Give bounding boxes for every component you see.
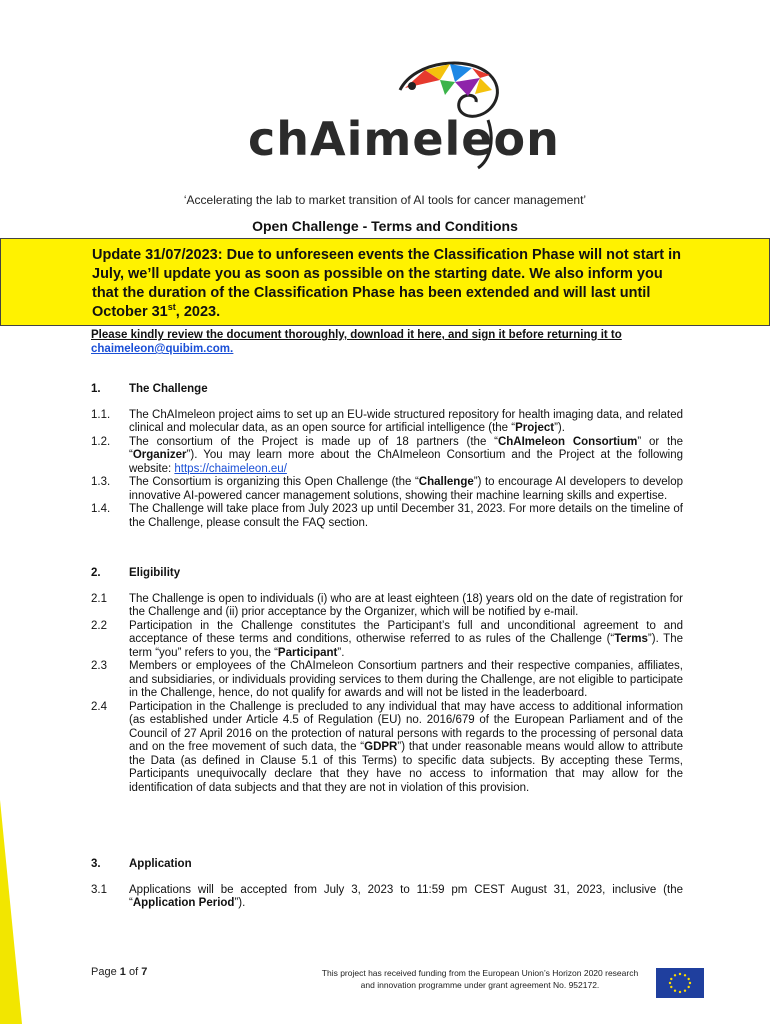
clause: 1.2. The consortium of the Project is made up of 18 partners (the “ChAImeleon Consortium” or the “Organizer”). You may learn more about the ChAImeleon Consortium and the Project at the following website: https://chaimeleon.eu/ bbox=[91, 435, 683, 475]
eu-flag-icon bbox=[656, 968, 704, 998]
update-notice-text: Update 31/07/2023: Due to unforeseen events the Classification Phase will not start in July, we’ll update you as soon as possible on the starting date. We also inform you that the duration of the Classification Phase has been extended and will last until October 31st, 2023. bbox=[92, 247, 682, 320]
page-number: Page 1 of 7 bbox=[91, 966, 148, 978]
clause: 2.1 The Challenge is open to individuals (i) who are at least eighteen (18) years old on the date of registration for the Challenge and (ii) prior acceptance by the Organizer, which will be notified by e-mail. bbox=[91, 592, 683, 618]
clause: 2.4 Participation in the Challenge is precluded to any individual that may have access to additional information (as established under Article 4.5 of Regulation (EU) no. 2016/679 of the European Parliament and of the Council of 27 April 2016 on the protection of natural persons with regards to the processing of personal data and on the free movement of such data, the “GDPR”) that under reasonable means would allow to attribute the Data (as defined in Clause 5.1 of this Terms) to specific data subjects. By accepting these Terms, Participants unequivocally declare that they have no access to information that may allow for the identification of data subjects and that they are not in violation of this provision. bbox=[91, 700, 683, 794]
clause: 2.3 Members or employees of the ChAImeleon Consortium partners and their respective companies, affiliates, and subsidiaries, or individuals providing services to them during the Challenge, are not eligible to participate in the Challenge, hence, do not qualify for awards and will not be listed in the leaderboard. bbox=[91, 660, 683, 699]
section-heading: 3. Application bbox=[91, 858, 192, 870]
document-title: Open Challenge - Terms and Conditions bbox=[252, 218, 518, 234]
review-instructions: Please kindly review the document thoroughly, download it here, and sign it before returning it to chaimeleon@quibim.com. bbox=[91, 329, 622, 355]
clause: 1.1. The ChAImeleon project aims to set up an EU-wide structured repository for health imaging data, and related clinical and molecular data, as an open source for artificial intelligence (the “Project”). bbox=[91, 408, 683, 434]
clause: 1.4. The Challenge will take place from July 2023 up until December 31, 2023. For more details on the timeline of the Challenge, please consult the FAQ section. bbox=[91, 503, 683, 529]
update-notice-banner bbox=[0, 238, 770, 326]
chaimeleon-logo bbox=[240, 50, 560, 180]
section-heading: 2. Eligibility bbox=[91, 567, 181, 579]
section bbox=[91, 383, 683, 530]
section-heading: 1. The Challenge bbox=[91, 383, 208, 395]
funding-statement: This project has received funding from the European Union’s Horizon 2020 research and innovation programme under grant agreement No. 952172. bbox=[321, 968, 639, 990]
clause: 2.2 Participation in the Challenge constitutes the Participant’s full and unconditional agreement to and acceptance of these terms and conditions, otherwise referred to as rules of the Challenge (“Terms”). The term “you” refers to you, the “Participant”. bbox=[91, 619, 683, 659]
section bbox=[91, 858, 683, 911]
contact-email-link[interactable]: chaimeleon@quibim.com. bbox=[91, 343, 234, 355]
decorative-yellow-stripe bbox=[0, 800, 22, 1024]
logo-wordmark: chAimeleon bbox=[248, 112, 560, 166]
clause: 3.1 Applications will be accepted from July 3, 2023 to 11:59 pm CEST August 31, 2023, inclusive (the “Application Period”). bbox=[91, 883, 683, 909]
tagline: ‘Accelerating the lab to market transition of AI tools for cancer management’ bbox=[183, 193, 587, 207]
clause: 1.3. The Consortium is organizing this Open Challenge (the “Challenge”) to encourage AI developers to develop innovative AI-powered cancer management solutions, showing their machine learning skills and expertise. bbox=[91, 476, 683, 502]
section bbox=[91, 567, 683, 795]
website-link[interactable]: https://chaimeleon.eu/ bbox=[174, 462, 287, 475]
